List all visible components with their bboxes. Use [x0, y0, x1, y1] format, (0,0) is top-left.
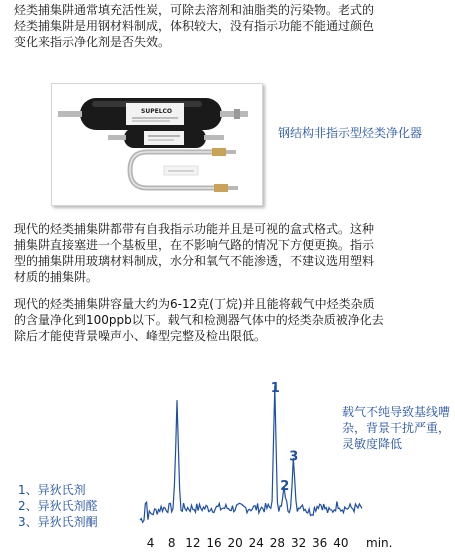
legend-item-1: 1、异狄氏剂 — [18, 483, 86, 497]
x-tick-label: 36 — [312, 536, 328, 550]
x-tick-label: 32 — [290, 536, 307, 550]
x-tick-label: 24 — [248, 536, 264, 550]
brand-logo: SUPELCO — [141, 108, 173, 115]
x-tick-label: 8 — [167, 536, 176, 550]
small-cylinder — [108, 128, 224, 148]
photo-caption: 钢结构非指示型烃类净化器 — [278, 126, 423, 140]
chromatogram-trace — [140, 386, 362, 522]
x-axis-unit: min. — [366, 536, 393, 550]
x-tick-label: 12 — [185, 536, 201, 550]
x-tick-label: 28 — [269, 536, 286, 550]
peak-label-2: 2 — [280, 478, 290, 494]
legend-item-2: 2、异狄氏剂醛 — [18, 499, 98, 513]
large-cylinder — [58, 98, 248, 130]
trap-illustration — [52, 84, 262, 205]
x-tick-label: 4 — [146, 536, 155, 550]
capacity-paragraph: 现代的烃类捕集阱容量大约为6-12克(丁烷)并且能将载气中烃类杂质的含量净化到100ppb以下。载气和检测器气体中的烃类杂质被净化去除后才能使背景噪声小、峰型完整及检出限低。 — [14, 297, 384, 343]
intro-paragraph: 烃类捕集阱通常填充活性炭，可除去溶剂和油脂类的污染物。老式的烃类捕集阱是用钢材料制成，体积较大，没有指示功能不能通过颜色变化来指示净化剂是否失效。 — [14, 3, 375, 49]
x-tick-label: 20 — [227, 536, 243, 550]
peak-label-3: 3 — [289, 449, 299, 465]
x-tick-label: 16 — [206, 536, 222, 550]
peak-label-1: 1 — [270, 381, 280, 396]
x-tick-label: 40 — [333, 536, 349, 550]
peak-legend — [18, 482, 98, 530]
chart-note: 载气不纯导致基线嘈杂，背景干扰严重，灵敏度降低 — [342, 405, 451, 451]
trap-photo — [51, 83, 263, 206]
u-tube — [130, 148, 238, 192]
legend-item-3: 3、异狄氏剂酮 — [18, 515, 98, 529]
modern-trap-paragraph: 现代的烃类捕集阱都带有自我指示功能并且是可视的盒式格式。这种捕集阱直接塞进一个基板里，在不影响气路的情况下方便更换。指示型的捕集阱用玻璃材料制成，水分和氧气不能渗透，不建议选用塑料材质的捕集阱。 — [14, 222, 375, 284]
